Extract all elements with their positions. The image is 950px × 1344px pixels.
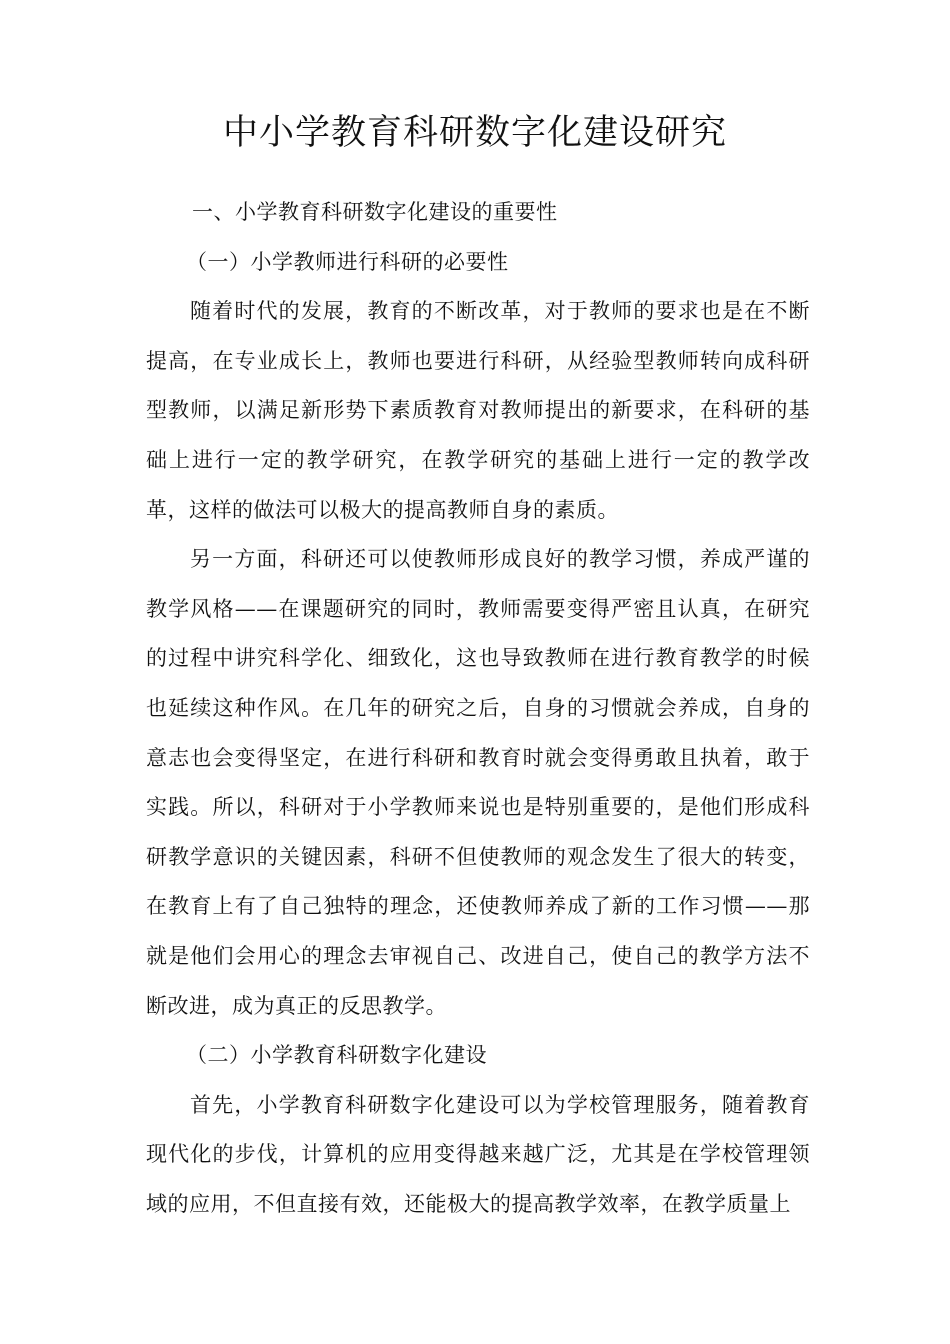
- subsection-heading-1: （一）小学教师进行科研的必要性: [186, 249, 509, 274]
- paragraph-1: 随着时代的发展，教育的不断改革，对于教师的要求也是在不断提高，在专业成长上，教师也要进行科研，从经验型教师转向成科研型教师，以满足新形势下素质教育对教师提出的新要求，在科研的基础上进行一定的教学研究，在教学研究的基础上进行一定的教学改革，这样的做法可以极大的提高教师自身的素质。: [146, 299, 810, 522]
- document-title: 中小学教育科研数字化建设研究: [222, 113, 727, 153]
- paragraph-3: 首先，小学教育科研数字化建设可以为学校管理服务，随着教育现代化的步伐，计算机的应用变得越来越广泛，尤其是在学校管理领域的应用，不但直接有效，还能极大的提高教学效率，在教学质量上: [146, 1092, 810, 1216]
- document-body: [146, 188, 810, 1229]
- subsection-heading-2: （二）小学教育科研数字化建设: [186, 1043, 487, 1068]
- section-heading-1: 一、小学教育科研数字化建设的重要性: [192, 200, 558, 224]
- paragraph-2: 另一方面，科研还可以使教师形成良好的教学习惯，养成严谨的教学风格——在课题研究的同时，教师需要变得严密且认真，在研究的过程中讲究科学化、细致化，这也导致教师在进行教育教学的时候也延续这种作风。在几年的研究之后，自身的习惯就会养成，自身的意志也会变得坚定，在进行科研和教育时就会变得勇敢且执着，敢于实践。所以，科研对于小学教师来说也是特别重要的，是他们形成科研教学意识的关键因素，科研不但使教师的观念发生了很大的转变，在教育上有了自己独特的理念，还使教师养成了新的工作习惯——那就是他们会用心的理念去审视自己、改进自己，使自己的教学方法不断改进，成为真正的反思教学。: [146, 547, 810, 1018]
